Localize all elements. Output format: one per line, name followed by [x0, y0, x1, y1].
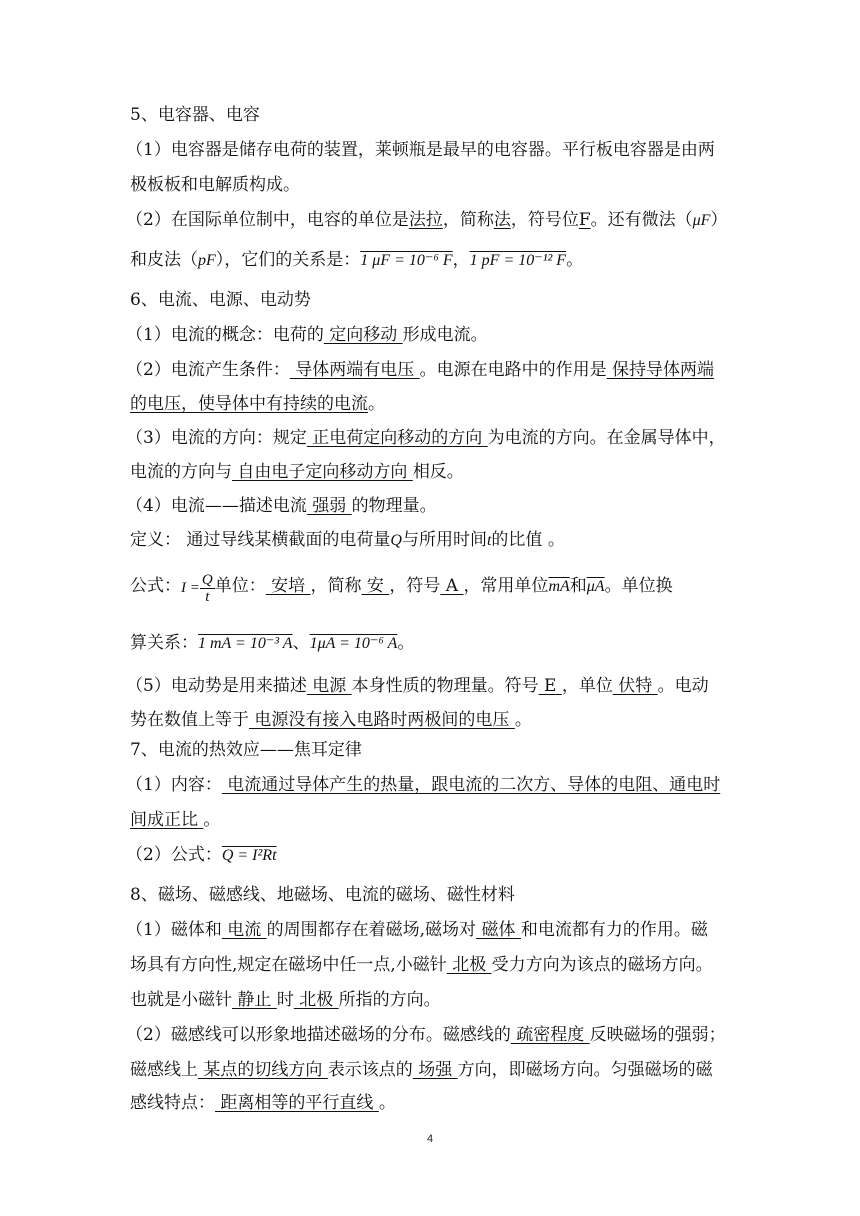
text-run: ，常用单位: [463, 576, 549, 596]
text-line: [126, 360, 736, 380]
text-line: [130, 394, 740, 414]
text-run: （5）电动势是用来描述: [126, 676, 307, 696]
formula-lhs: I =: [181, 579, 200, 596]
fill-in-answer: 导体两端有电压: [289, 360, 420, 380]
math-expression: Q: [390, 532, 402, 549]
text-run: 反映磁场的强弱；: [589, 1025, 726, 1045]
fill-in-answer: 静止: [232, 990, 277, 1010]
fill-in-answer: 北极: [446, 955, 492, 975]
text-line: [130, 1093, 740, 1113]
text-run: ，: [452, 250, 470, 270]
text-run: （2）公式：: [126, 845, 222, 865]
math-expression: 1 pF = 10⁻¹² F: [469, 252, 567, 269]
text-run: 也就是小磁针: [130, 990, 232, 1010]
text-run: 极板板和电解质构成。: [130, 175, 300, 195]
text-run: ，符号: [389, 576, 441, 596]
fill-in-answer: 安培: [265, 576, 311, 596]
text-run: 与所用时间: [401, 530, 487, 550]
fill-in-answer: 强弱: [306, 496, 352, 516]
text-run: 。: [368, 394, 385, 414]
fill-in-answer: 某点的切线方向: [198, 1060, 328, 1080]
text-run: 势在数值上等于: [130, 710, 249, 730]
text-line: [130, 955, 740, 975]
text-run: 电流的方向与: [130, 462, 232, 482]
text-run: 。: [203, 810, 221, 830]
text-run: 。: [566, 250, 584, 270]
text-run: 6、电流、电源、电动势: [130, 290, 311, 310]
text-run: 。: [397, 633, 415, 653]
fill-in-answer: 场强: [412, 1060, 458, 1080]
fill-in-answer: E: [538, 676, 562, 696]
text-line: [126, 676, 736, 696]
text-line: [126, 140, 736, 160]
fill-in-answer: 间成正比: [130, 810, 204, 830]
text-run: 7、电流的热效应——焦耳定律: [130, 740, 362, 760]
fill-in-answer: 电源没有接入电路时两极间的电压: [249, 710, 515, 730]
math-expression: 1 mA = 10⁻³ A: [198, 635, 293, 652]
text-line: [130, 250, 740, 271]
fill-in-answer: 距离相等的平行直线: [215, 1093, 379, 1113]
fill-in-answer: 电源: [306, 676, 352, 696]
page-number: 4: [426, 1133, 434, 1145]
text-run: ，符号位: [510, 210, 579, 230]
text-run: 8、磁场、磁感线、地磁场、电流的磁场、磁性材料: [130, 885, 515, 905]
text-run: 所指的方向。: [338, 990, 441, 1010]
section-heading: [130, 105, 740, 125]
text-run: 方向，即磁场方向。匀强磁场的磁: [457, 1060, 713, 1080]
text-run: 。电动: [657, 676, 709, 696]
text-line: [126, 775, 736, 795]
fill-in-answer: 疏密程度: [510, 1025, 590, 1045]
text-line: [126, 920, 736, 940]
text-run: 的比值 。: [491, 530, 565, 550]
text-line: [130, 633, 740, 654]
text-run: 表示该点的: [327, 1060, 413, 1080]
fill-in-answer: 法拉: [408, 210, 443, 230]
fill-in-answer: 北极: [293, 990, 339, 1010]
text-run: 相反。: [412, 462, 464, 482]
text-line: [130, 570, 740, 603]
text-line: [126, 496, 736, 516]
fill-in-answer: F: [578, 210, 591, 230]
formula-fraction: [181, 572, 215, 605]
fill-in-answer: 的电压，使导体中有持续的电流: [130, 394, 368, 414]
section-heading: [130, 740, 740, 760]
formula-numerator: Q: [201, 572, 213, 588]
text-line: [130, 175, 740, 195]
text-run: （3）电流的方向：规定: [126, 428, 307, 448]
text-run: ，简称: [310, 576, 362, 596]
text-run: （2）在国际单位制中，电容的单位是: [126, 210, 409, 230]
fill-in-answer: A: [440, 576, 464, 596]
fill-in-answer: 自由电子定向移动方向: [232, 462, 413, 482]
text-run: （2）磁感线可以形象地描述磁场的分布。磁感线的: [126, 1025, 511, 1045]
text-run: 单位：: [214, 576, 266, 596]
text-line: [126, 1025, 736, 1045]
text-run: 。电源在电路中的作用是: [419, 360, 607, 380]
text-run: 为电流的方向。在金属导体中，: [487, 428, 726, 448]
text-line: [126, 210, 736, 231]
text-run: 算关系：: [130, 633, 198, 653]
text-run: 和皮法（: [130, 250, 198, 270]
text-run: 时: [276, 990, 294, 1010]
text-run: ，单位: [561, 676, 613, 696]
text-run: ，简称: [442, 210, 494, 230]
text-run: 受力方向为该点的磁场方向。: [491, 955, 713, 975]
fill-in-answer: 磁体: [476, 920, 521, 940]
formula-denominator: t: [205, 589, 210, 605]
math-expression: pF: [198, 252, 216, 269]
text-run: （1）电容器是储存电荷的装置，莱顿瓶是最早的电容器。平行板电容器是由两: [126, 140, 715, 160]
text-run: 场具有方向性,规定在磁场中任一点,小磁针: [130, 955, 447, 975]
text-run: （1）内容：: [126, 775, 222, 795]
text-run: 的周围都存在着磁场,磁场对: [266, 920, 477, 940]
fill-in-answer: 正电荷定向移动的方向: [306, 428, 488, 448]
fill-in-answer: 电流: [221, 920, 267, 940]
text-run: 公式：: [130, 576, 181, 596]
text-run: 本身性质的物理量。符号: [351, 676, 539, 696]
math-expression: 1μA = 10⁻⁶ A: [309, 635, 398, 652]
section-heading: [130, 885, 740, 905]
text-line: [130, 810, 740, 830]
math-expression: t: [486, 532, 492, 549]
math-expression: μF: [692, 212, 711, 229]
fill-in-answer: 保持导体两端: [606, 360, 715, 380]
math-expression: $\overline{\mu A}$: [586, 578, 605, 595]
text-run: 磁感线上: [130, 1060, 198, 1080]
text-run: 和电流都有力的作用。磁: [520, 920, 708, 940]
text-run: （2）电流产生条件：: [126, 360, 290, 380]
section-heading: [130, 290, 740, 310]
text-run: 。: [514, 710, 532, 730]
text-run: （4）电流——描述电流: [126, 496, 307, 516]
text-run: 。: [378, 1093, 396, 1113]
text-run: 。还有微法（: [590, 210, 693, 230]
text-line: [126, 325, 736, 345]
fill-in-answer: 定向移动: [323, 325, 403, 345]
text-run: 定义： 通过导线某横截面的电荷量: [130, 530, 391, 550]
text-line: [126, 428, 736, 448]
text-run: 5、电容器、电容: [130, 105, 260, 125]
fill-in-answer: 伏特: [612, 676, 658, 696]
text-run: 的物理量。: [351, 496, 437, 516]
math-expression: $\overline{mA}$: [548, 578, 570, 595]
fill-in-answer: 电流通过导体产生的热量，跟电流的二次方、导体的电阻、通电时: [221, 775, 721, 795]
math-expression: Q = I²Rt: [221, 847, 277, 864]
math-expression: 1 μF = 10⁻⁶ F: [360, 252, 453, 269]
text-run: 和: [569, 576, 587, 596]
text-run: ）: [710, 210, 728, 230]
text-run: 、: [292, 633, 310, 653]
text-run: 形成电流。: [402, 325, 488, 345]
text-line: [130, 990, 740, 1010]
text-run: ），它们的关系是：: [215, 250, 361, 270]
text-line: [126, 845, 736, 866]
text-line: [130, 462, 740, 482]
text-run: 。单位换: [604, 576, 673, 596]
text-run: （1）电流的概念：电荷的: [126, 325, 324, 345]
text-run: 感线特点：: [130, 1093, 215, 1113]
text-line: [130, 710, 740, 730]
fill-in-answer: 安: [361, 576, 390, 596]
text-line: [130, 1060, 740, 1080]
text-run: （1）磁体和: [126, 920, 222, 940]
fill-in-answer: 法: [493, 210, 511, 230]
text-line: [130, 530, 740, 551]
